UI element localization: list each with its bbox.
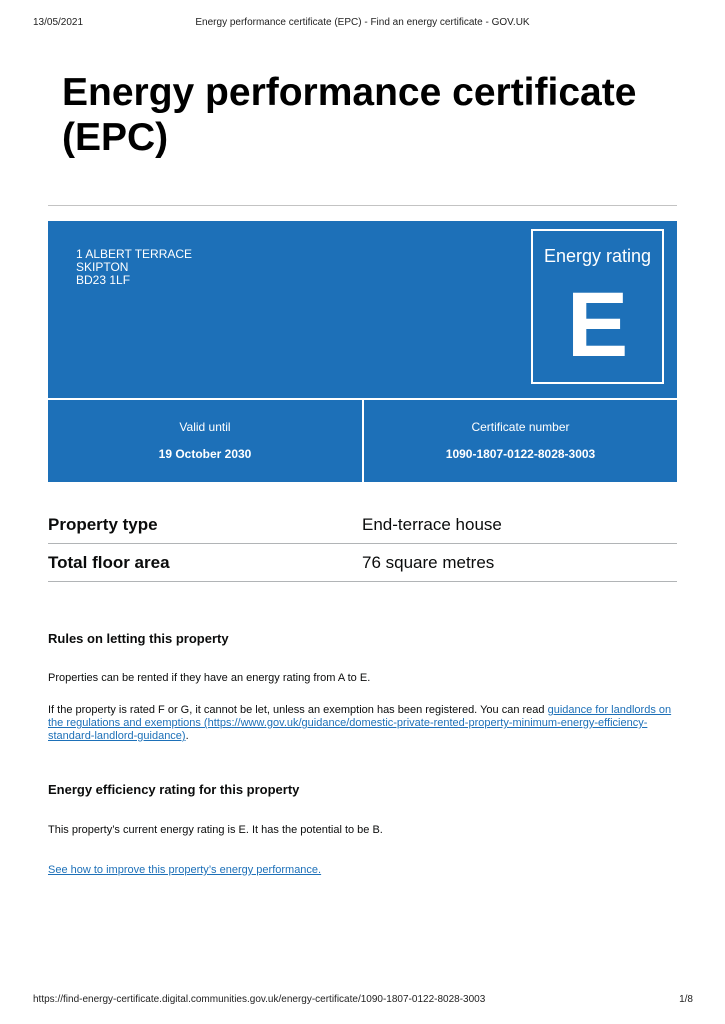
improve-performance-link[interactable]: See how to improve this property’s energy performance. bbox=[48, 864, 322, 876]
section-divider bbox=[48, 205, 677, 206]
valid-until-value: 19 October 2030 bbox=[158, 447, 252, 461]
letting-heading: Rules on letting this property bbox=[48, 631, 229, 646]
certificate-panel bbox=[48, 221, 677, 482]
energy-rating-label: Energy rating bbox=[543, 246, 652, 266]
summary-row-property-type bbox=[48, 505, 677, 544]
certificate-number-label: Certificate number bbox=[471, 420, 570, 434]
summary-value: 76 square metres bbox=[362, 553, 495, 572]
efficiency-heading: Energy efficiency rating for this property bbox=[48, 782, 300, 797]
summary-key: Total floor area bbox=[48, 553, 170, 572]
landlord-guidance-link[interactable]: guidance for landlords on the regulations and exemptions (https://www.gov.uk/guidance/domestic-private-rented-property-minimum-energy-efficiency-standard-landlord-guidance) bbox=[48, 704, 672, 742]
print-date: 13/05/2021 bbox=[33, 17, 84, 28]
print-header bbox=[0, 17, 725, 31]
exemption-text: If the property is rated F or G, it cannot be let, unless an exemption has been registered. You can read bbox=[48, 704, 548, 716]
energy-rating-letter: E bbox=[566, 274, 629, 376]
address-line: BD23 1LF bbox=[76, 273, 131, 287]
address-line: SKIPTON bbox=[76, 260, 129, 274]
print-document-title: Energy performance certificate (EPC) - Find an energy certificate - GOV.UK bbox=[195, 17, 530, 28]
page-title: Energy performance certificate (EPC) bbox=[62, 71, 637, 159]
summary-key: Property type bbox=[48, 515, 158, 534]
certificate-number-value: 1090-1807-0122-8028-3003 bbox=[445, 447, 596, 461]
summary-row-floor-area bbox=[48, 543, 677, 582]
summary-value: End-terrace house bbox=[362, 515, 502, 534]
print-page-number: 1/8 bbox=[679, 994, 693, 1005]
letting-paragraph: Properties can be rented if they have an energy rating from A to E. bbox=[48, 672, 371, 684]
print-footer bbox=[0, 994, 725, 1008]
improve-paragraph bbox=[48, 864, 673, 877]
energy-rating-box bbox=[531, 229, 664, 384]
property-address bbox=[76, 248, 192, 287]
address-line: 1 ALBERT TERRACE bbox=[76, 247, 193, 261]
efficiency-paragraph: This property’s current energy rating is E. It has the potential to be B. bbox=[48, 824, 383, 836]
print-url: https://find-energy-certificate.digital.communities.gov.uk/energy-certificate/1090-1807-0122-8028-3003 bbox=[33, 994, 486, 1005]
exemption-suffix: . bbox=[185, 730, 189, 742]
valid-until-label: Valid until bbox=[179, 420, 231, 434]
certificate-number-cell bbox=[364, 400, 677, 482]
letting-exemption-paragraph bbox=[48, 704, 673, 743]
valid-until-cell bbox=[48, 400, 362, 482]
